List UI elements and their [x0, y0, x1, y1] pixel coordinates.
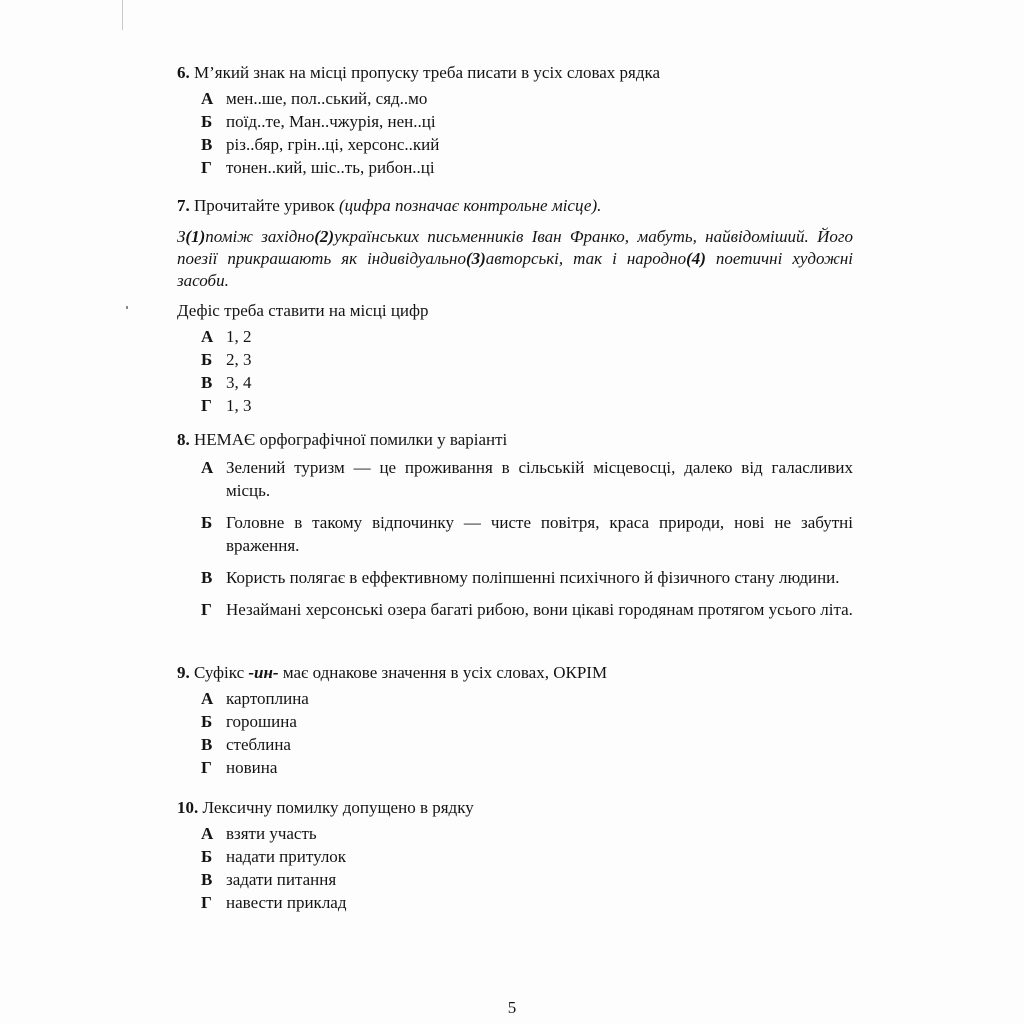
excerpt-text	[177, 226, 853, 292]
option-letter: В	[201, 135, 213, 154]
option-text: Незаймані херсонські озера багаті рибою, вони цікаві городянам протягом усього літа.	[226, 600, 853, 619]
option-letter: А	[201, 458, 214, 477]
answer-option	[177, 371, 853, 394]
option-text: різ..бяр, грін..ці, херсонс..кий	[226, 135, 440, 154]
question-text: М’який знак на місці пропуску треба писати в усіх словах рядка	[194, 63, 661, 82]
control-mark-4: (4)	[686, 249, 706, 268]
option-text: 3, 4	[226, 373, 252, 392]
answer-option	[177, 710, 853, 733]
option-text: Користь полягає в еффективному поліпшенні психічного й фізичного стану людини.	[226, 568, 840, 587]
option-text: 2, 3	[226, 350, 252, 369]
control-mark-1: (1)	[185, 227, 206, 246]
question-text: Суфікс	[194, 663, 249, 682]
answer-options	[177, 822, 853, 914]
option-text: стеблина	[226, 735, 291, 754]
answer-option	[177, 598, 853, 621]
answer-option	[177, 687, 853, 710]
question-number: 7.	[177, 196, 190, 215]
question-prompt	[177, 194, 853, 217]
question-prompt	[177, 796, 853, 819]
question-text: має однакове значення в усіх словах, ОКРІМ	[278, 663, 608, 682]
excerpt-part: поетичні художні засоби.	[177, 249, 854, 290]
option-letter: А	[201, 689, 214, 708]
answer-option	[177, 891, 853, 914]
option-text: горошина	[226, 712, 297, 731]
option-text: поїд..те, Ман..чжурія, нен..ці	[226, 112, 436, 131]
scan-speck	[126, 306, 128, 309]
question-6	[177, 61, 853, 179]
question-text: НЕМАЄ орфографічної помилки у варіанті	[194, 430, 508, 449]
option-letter: В	[201, 568, 213, 587]
answer-option	[177, 394, 853, 417]
suffix-term: -ин-	[248, 663, 279, 682]
excerpt-part: поміж західно	[205, 227, 315, 246]
question-text: Прочитайте уривок	[194, 196, 335, 215]
answer-option	[177, 822, 853, 845]
option-letter: Г	[201, 396, 212, 415]
answer-options	[177, 687, 853, 779]
answer-option	[177, 156, 853, 179]
question-text: Лексичну помилку допущено в рядку	[202, 798, 474, 817]
option-text: взяти участь	[226, 824, 317, 843]
excerpt-part: авторські, так і народно	[485, 249, 687, 268]
question-note: (цифра позначає контрольне місце).	[339, 196, 602, 215]
question-prompt	[177, 661, 853, 684]
option-letter: А	[201, 89, 214, 108]
answer-options	[177, 87, 853, 179]
answer-option	[177, 325, 853, 348]
option-letter: А	[201, 327, 214, 346]
control-mark-2: (2)	[314, 227, 335, 246]
question-9	[177, 661, 853, 779]
option-text: картоплина	[226, 689, 309, 708]
option-letter: В	[201, 870, 213, 889]
answer-options	[177, 325, 853, 417]
option-text: новина	[226, 758, 278, 777]
question-prompt	[177, 61, 853, 84]
option-text: надати притулок	[226, 847, 347, 866]
question-number: 6.	[177, 63, 190, 82]
option-letter: Б	[201, 847, 213, 866]
option-text: Головне в такому відпочинку — чисте повітря, краса природи, нові не забутні враження.	[226, 513, 853, 555]
excerpt-part: З	[177, 227, 186, 246]
option-letter: Г	[201, 600, 212, 619]
answer-options	[177, 456, 853, 621]
question-prompt	[177, 428, 853, 451]
sub-prompt: Дефіс треба ставити на місці цифр	[177, 301, 429, 320]
option-letter: Г	[201, 158, 212, 177]
option-letter: В	[201, 735, 213, 754]
answer-option	[177, 87, 853, 110]
answer-option	[177, 845, 853, 868]
answer-option	[177, 110, 853, 133]
option-letter: Г	[201, 893, 212, 912]
option-letter: В	[201, 373, 213, 392]
question-8	[177, 428, 853, 630]
answer-option	[177, 868, 853, 891]
answer-option	[177, 566, 853, 589]
option-text: 1, 2	[226, 327, 252, 346]
answer-option	[177, 756, 853, 779]
answer-option	[177, 456, 853, 502]
scan-edge-line	[122, 0, 123, 30]
option-text: навести приклад	[226, 893, 347, 912]
excerpt-part: українських письменників Іван Франко, мабуть, найвідоміший. Його поезії прикрашають як індивідуально	[177, 227, 853, 268]
option-text: тонен..кий, шіс..ть, рибон..ці	[226, 158, 435, 177]
answer-option	[177, 511, 853, 557]
question-7	[177, 194, 853, 417]
option-text: задати питання	[226, 870, 337, 889]
question-number: 9.	[177, 663, 190, 682]
option-letter: Б	[201, 350, 213, 369]
option-text: мен..ше, пол..ський, сяд..мо	[226, 89, 428, 108]
control-mark-3: (3)	[465, 249, 486, 268]
option-letter: Г	[201, 758, 212, 777]
question-10	[177, 796, 853, 914]
option-text: Зелений туризм — це проживання в сільській місцевосці, далеко від галасливих місць.	[226, 458, 853, 500]
page-number: 5	[507, 998, 517, 1017]
question-number: 8.	[177, 430, 190, 449]
option-letter: Б	[201, 513, 213, 532]
option-letter: Б	[201, 112, 213, 131]
option-text: 1, 3	[226, 396, 252, 415]
answer-option	[177, 348, 853, 371]
option-letter: А	[201, 824, 214, 843]
answer-option	[177, 133, 853, 156]
answer-option	[177, 733, 853, 756]
question-number: 10.	[177, 798, 199, 817]
option-letter: Б	[201, 712, 213, 731]
